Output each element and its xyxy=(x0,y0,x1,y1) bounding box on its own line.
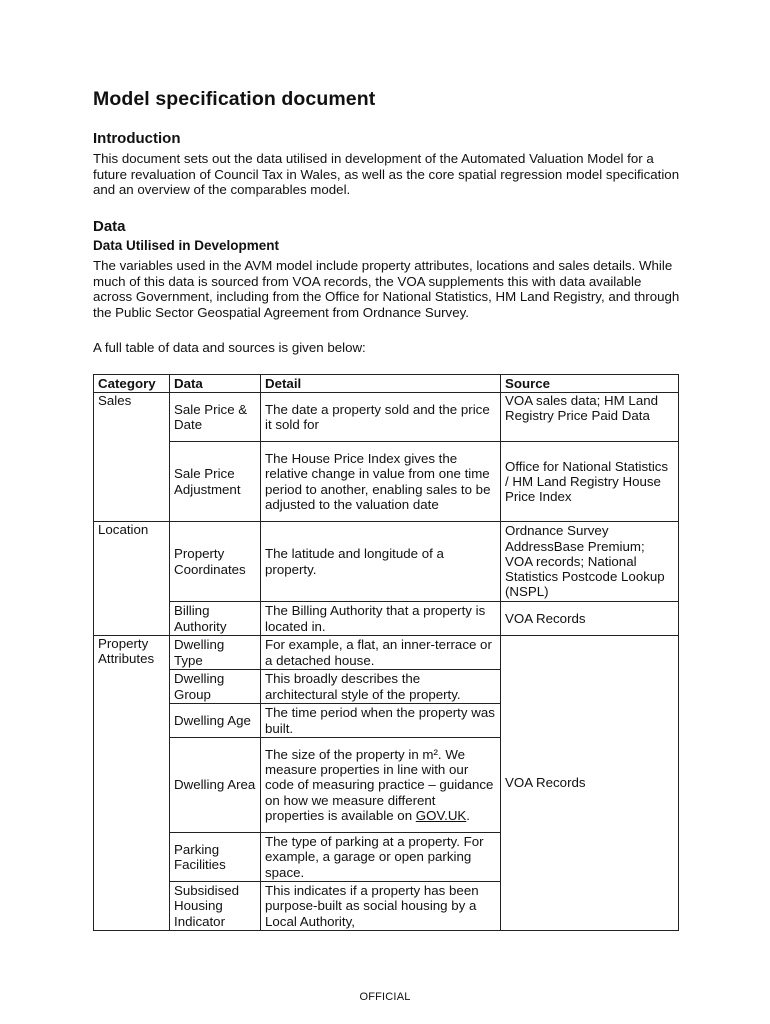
data-cell: Dwelling Type xyxy=(170,636,261,670)
detail-text-end: . xyxy=(466,807,470,823)
table-row xyxy=(94,442,679,522)
detail-cell: The date a property sold and the price it sold for xyxy=(261,393,501,442)
page-title: Model specification document xyxy=(93,88,376,110)
category-cell-empty xyxy=(94,602,170,636)
category-cell-location: Location xyxy=(94,522,170,602)
table-row xyxy=(94,602,679,636)
introduction-heading: Introduction xyxy=(93,130,181,147)
category-cell-property-attributes: Property Attributes xyxy=(94,636,170,931)
data-cell: Property Coordinates xyxy=(170,522,261,602)
data-cell: Dwelling Age xyxy=(170,704,261,738)
data-cell: Dwelling Area xyxy=(170,738,261,833)
data-heading: Data xyxy=(93,218,126,235)
introduction-paragraph: This document sets out the data utilised in development of the Automated Valuation Model for a future revaluation of Council Tax in Wales, as well as the core spatial regression model specification and an overview of the comparables model. xyxy=(93,151,680,197)
table-intro: A full table of data and sources is given below: xyxy=(93,340,366,355)
category-cell-sales: Sales xyxy=(94,393,170,442)
data-subheading: Data Utilised in Development xyxy=(93,238,280,253)
header-data: Data xyxy=(170,375,261,393)
table-row xyxy=(94,636,679,670)
data-cell: Parking Facilities xyxy=(170,833,261,882)
detail-text: The size of the property in m². We measure properties in line with our code of measuring practice – guidance on how we measure different properties is available on xyxy=(265,746,494,823)
source-cell: Office for National Statistics / HM Land Registry House Price Index xyxy=(501,442,679,522)
data-cell: Billing Authority xyxy=(170,602,261,636)
source-cell: VOA Records xyxy=(501,602,679,636)
detail-cell xyxy=(261,738,501,833)
detail-cell: This broadly describes the architectural style of the property. xyxy=(261,670,501,704)
header-source: Source xyxy=(501,375,679,393)
data-cell: Sale Price Adjustment xyxy=(170,442,261,522)
category-cell-empty xyxy=(94,442,170,522)
detail-cell: For example, a flat, an inner-terrace or a detached house. xyxy=(261,636,501,670)
gov-uk-link[interactable]: GOV.UK xyxy=(415,807,467,823)
detail-cell: The type of parking at a property. For example, a garage or open parking space. xyxy=(261,833,501,882)
table-row xyxy=(94,393,679,442)
detail-cell: The Billing Authority that a property is located in. xyxy=(261,602,501,636)
detail-cell: The latitude and longitude of a property. xyxy=(261,522,501,602)
data-cell: Sale Price & Date xyxy=(170,393,261,442)
header-category: Category xyxy=(94,375,170,393)
classification-footer: OFFICIAL xyxy=(359,991,411,1003)
source-cell: VOA sales data; HM Land Registry Price Paid Data xyxy=(501,393,679,442)
table-row xyxy=(94,522,679,602)
data-cell: Dwelling Group xyxy=(170,670,261,704)
header-detail: Detail xyxy=(261,375,501,393)
source-cell: Ordnance Survey AddressBase Premium; VOA records; National Statistics Postcode Lookup (NSPL) xyxy=(501,522,679,602)
detail-cell: This indicates if a property has been purpose-built as social housing by a Local Authority, xyxy=(261,882,501,931)
source-cell-merged: VOA Records xyxy=(501,636,679,931)
table-header-row xyxy=(94,375,679,393)
detail-cell: The House Price Index gives the relative change in value from one time period to another, enabling sales to be adjusted to the valuation date xyxy=(261,442,501,522)
data-paragraph: The variables used in the AVM model include property attributes, locations and sales details. While much of this data is sourced from VOA records, the VOA supplements this with data available across Government, including from the Office for National Statistics, HM Land Registry, and through the Public Sector Geospatial Agreement from Ordnance Survey. xyxy=(93,258,680,320)
data-cell: Subsidised Housing Indicator xyxy=(170,882,261,931)
detail-cell: The time period when the property was built. xyxy=(261,704,501,738)
data-sources-table xyxy=(93,374,679,931)
